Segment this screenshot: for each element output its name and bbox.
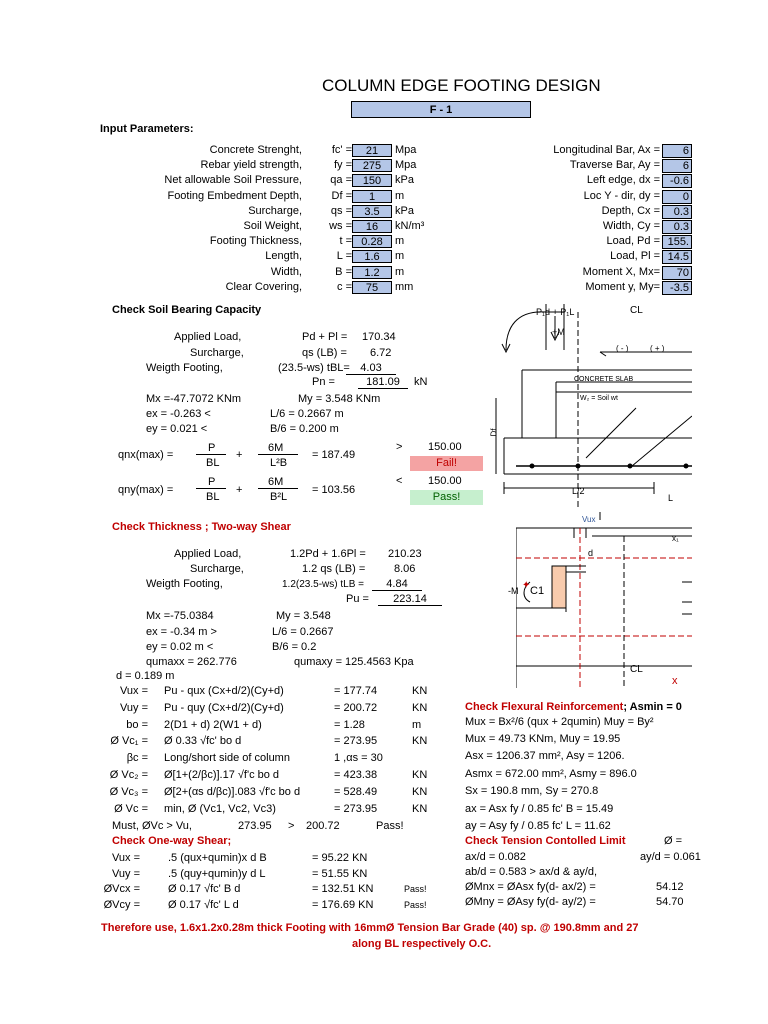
thick-ey: ey = 0.02 m <	[146, 641, 214, 653]
qny-label: qny(max) =	[118, 484, 174, 496]
footing-section-diagram	[486, 298, 692, 510]
input-unit: m	[395, 250, 405, 263]
tension-mnx: 54.12	[656, 881, 684, 893]
flex-row: ax = Asx fy / 0.85 fc' B = 15.49	[465, 803, 614, 815]
qnx-p: P	[208, 442, 216, 454]
shear-row-unit: KN	[412, 769, 428, 781]
diagram-x: x	[672, 675, 678, 687]
shear-row-label: Ø Vc =	[114, 802, 148, 815]
page-title: COLUMN EDGE FOOTING DESIGN	[322, 76, 601, 95]
oneway-row-value: = 176.69 KN	[312, 898, 374, 911]
c1-marker-icon: ✦	[522, 580, 531, 591]
oneway-row-formula: .5 (quy+qumin)y d L	[168, 867, 266, 880]
oneway-row-status: Pass!	[404, 884, 427, 894]
soil-pn-label: Pn =	[312, 376, 335, 388]
input-value-field[interactable]: 1	[352, 190, 392, 203]
soil-applied-val: 170.34	[362, 331, 396, 343]
tension-row: ab/d = 0.583 > ax/d & ay/d,	[465, 866, 598, 878]
shear-row-value: = 423.38	[334, 769, 378, 781]
shear-row-unit: KN	[412, 785, 428, 798]
shear-row-label: Ø Vc₂ =	[109, 769, 148, 781]
qny-6m: 6M	[268, 476, 284, 488]
must-v1: 273.95	[238, 820, 272, 832]
qnx-label: qnx(max) =	[118, 449, 174, 461]
diagram-plus-m: +M	[552, 327, 565, 337]
input-label: Moment y, My=	[585, 280, 660, 293]
input-unit: m	[395, 189, 405, 202]
must-label: Must, ØVc > Vu,	[112, 820, 192, 832]
shear-row-value: = 177.74	[334, 685, 378, 697]
shear-row-value: = 528.49	[334, 785, 378, 798]
footing-plan-diagram	[516, 512, 692, 688]
oneway-row-formula: Ø 0.17 √fc' L d	[168, 898, 239, 911]
shear-row-formula: Long/short side of column	[164, 752, 290, 765]
input-heading: Input Parameters:	[100, 123, 194, 135]
diagram-neg: ( - )	[616, 344, 629, 353]
shear-row-label: Vux =	[119, 685, 148, 697]
soil-ey-cmp: B/6 = 0.200 m	[270, 423, 339, 435]
input-label: Depth, Cx =	[601, 204, 660, 217]
soil-applied-eq: Pd + Pl =	[302, 331, 348, 343]
input-label: Moment X, Mx=	[582, 265, 660, 278]
thick-qumaxx: qumaxx = 262.776	[146, 656, 237, 668]
input-label: Soil Weight,	[243, 220, 302, 232]
input-symbol: c =	[337, 280, 352, 293]
diagram-df: Df	[489, 428, 499, 437]
input-label: Load, Pd =	[606, 235, 660, 248]
soil-surcharge-eq: qs (LB) =	[302, 347, 347, 359]
thick-applied-val: 210.23	[388, 548, 422, 560]
oneway-row-label: Vux =	[111, 852, 140, 864]
input-label: Longitudinal Bar, Ax =	[553, 144, 660, 156]
input-unit: Mpa	[395, 159, 417, 172]
flex-row: Mux = 49.73 KNm, Muy = 19.95	[465, 733, 621, 745]
input-value-field[interactable]: 21	[352, 144, 392, 157]
input-unit: kPa	[395, 174, 414, 187]
input-symbol: qa =	[330, 174, 352, 187]
thick-applied-eq: 1.2Pd + 1.6Pl =	[290, 548, 366, 560]
shear-row-label: Ø Vc₃ =	[109, 785, 148, 798]
shear-row-unit: m	[412, 718, 422, 731]
input-unit: mm	[395, 280, 414, 293]
input-label: Clear Covering,	[225, 280, 302, 293]
thickness-heading: Check Thickness ; Two-way Shear	[112, 521, 291, 533]
flex-heading: Check Flexural Reinforcement	[465, 701, 624, 713]
input-label: Width,	[270, 265, 302, 278]
input-label: Concrete Strenght,	[209, 144, 302, 156]
thick-pu-val: 223.14	[378, 593, 442, 606]
shear-row-value: = 200.72	[334, 701, 378, 714]
soil-ex: ex = -0.263 <	[146, 408, 211, 420]
qny-bl: BL	[206, 491, 220, 503]
diagram-negm: -M	[508, 586, 519, 596]
flex-row: Asx = 1206.37 mm², Asy = 1206.	[465, 750, 625, 762]
shear-row-formula: Pu - qux (Cx+d/2)(Cy+d)	[164, 685, 284, 697]
diagram-l: L	[668, 493, 674, 503]
input-label: Traverse Bar, Ay =	[569, 159, 660, 172]
shear-row-value: 1 ,αs = 30	[334, 752, 383, 765]
input-value-field[interactable]: -0.6	[662, 174, 692, 188]
tension-ayd: ay/d = 0.061	[640, 851, 701, 863]
thick-ex: ex = -0.34 m >	[146, 626, 217, 638]
diagram-cl2: CL	[630, 664, 643, 675]
tension-row: ax/d = 0.082	[465, 851, 526, 863]
shear-row-formula: Pu - quy (Cx+d/2)(Cy+d)	[164, 701, 284, 714]
input-symbol: fc' =	[331, 144, 352, 156]
thick-surcharge-eq: 1.2 qs (LB) =	[302, 563, 366, 575]
input-unit: kPa	[395, 204, 414, 217]
tension-phi: Ø =	[664, 835, 683, 847]
input-label: Left edge, dx =	[586, 174, 660, 187]
diagram-x1: x₁	[672, 534, 679, 543]
diagram-pd-pl: P₁d + P₁L	[536, 307, 575, 317]
thick-surcharge-label: Surcharge,	[190, 563, 244, 575]
soil-surcharge-label: Surcharge,	[190, 347, 244, 359]
soil-weight-eq: (23.5-ws) tBL=	[278, 362, 350, 374]
qny-p: P	[208, 476, 216, 488]
input-label: Length,	[265, 250, 302, 263]
oneway-row-label: Vuy =	[111, 867, 140, 880]
input-value-field[interactable]: 70	[662, 266, 692, 280]
footing-id-header: F - 1	[351, 101, 531, 118]
input-unit: m	[395, 235, 405, 248]
input-symbol: ws =	[329, 220, 352, 232]
input-value-field[interactable]: 6	[662, 144, 692, 158]
soil-my: My = 3.548 KNm	[298, 393, 381, 405]
shear-row-formula: Ø[2+(αs d/βc)].083 √f'c bo d	[164, 785, 301, 798]
soil-pn-unit: kN	[414, 376, 428, 388]
thick-surcharge-val: 8.06	[394, 563, 416, 575]
input-label: Footing Thickness,	[209, 235, 302, 248]
oneway-row-value: = 51.55 KN	[312, 867, 368, 880]
flex-row: ay = Asy fy / 0.85 fc' L = 11.62	[465, 820, 611, 832]
qnx-bl: BL	[206, 457, 220, 469]
qny-lt: <	[396, 475, 403, 487]
thick-weight-val: 4.84	[372, 578, 422, 591]
shear-row-formula: Ø 0.33 √fc' bo d	[164, 735, 242, 748]
input-label: Footing Embedment Depth,	[167, 189, 302, 202]
shear-row-value: = 273.95	[334, 802, 378, 815]
tension-mny: 54.70	[656, 896, 684, 908]
oneway-heading: Check One-way Shear;	[112, 835, 232, 847]
shear-row-formula: Ø[1+(2/βc)].17 √f'c bo d	[164, 769, 280, 781]
oneway-row-formula: .5 (qux+qumin)x d B	[168, 852, 267, 864]
thick-mx: Mx =-75.0384	[146, 610, 214, 622]
qnx-fail-badge: Fail!	[410, 456, 483, 471]
oneway-row-label: ØVcy =	[103, 898, 140, 911]
input-unit: Mpa	[395, 144, 417, 156]
shear-row-unit: KN	[412, 685, 428, 697]
oneway-row-formula: Ø 0.17 √fc' B d	[168, 883, 241, 895]
input-value-field[interactable]: 1.6	[352, 250, 392, 263]
shear-row-label: Vuy =	[119, 701, 148, 714]
diagram-slab: CONCRETE SLAB	[574, 376, 634, 383]
soil-mx: Mx =-47.7072 KNm	[146, 393, 242, 405]
conclusion-line-1: Therefore use, 1.6x1.2x0.28m thick Footing with 16mmØ Tension Bar Grade (40) sp. @ 190.8mm and 27	[101, 922, 639, 934]
soil-ey: ey = 0.021 <	[146, 423, 208, 435]
input-value-field[interactable]: 16	[352, 220, 392, 233]
input-label: Net allowable Soil Pressure,	[164, 174, 302, 187]
soil-surcharge-val: 6.72	[370, 347, 392, 359]
tension-row: ØMny = ØAsy fy(d- ay/2) =	[465, 896, 596, 908]
input-value-field[interactable]: 1.2	[352, 266, 392, 279]
input-label: Surcharge,	[248, 204, 302, 217]
qnx-val: = 187.49	[312, 449, 356, 461]
shear-row-label: bo =	[126, 718, 148, 731]
input-value-field[interactable]: 3.5	[352, 205, 392, 218]
shear-row-unit: KN	[412, 802, 428, 815]
thick-qumaxy: qumaxy = 125.4563 Kpa	[294, 656, 414, 668]
flex-heading-row	[465, 701, 682, 713]
qny-val: = 103.56	[312, 484, 356, 496]
input-symbol: L =	[336, 250, 352, 263]
diagram-l2: L/2	[572, 486, 585, 496]
input-value-field[interactable]: 75	[352, 281, 392, 294]
shear-row-unit: KN	[412, 735, 428, 748]
input-value-field[interactable]: 0.3	[662, 220, 692, 234]
input-unit: m	[395, 265, 405, 278]
thick-ey-cmp: B/6 = 0.2	[272, 641, 317, 653]
conclusion-line-2: along BL respectively O.C.	[352, 938, 492, 950]
input-value-field[interactable]: 150	[352, 174, 392, 187]
input-value-field[interactable]: 0.3	[662, 205, 692, 219]
flex-row: Mux = Bx²/6 (qux + 2qumin) Muy = By²	[465, 716, 654, 728]
soil-applied-label: Applied Load,	[174, 331, 242, 343]
diagram-c1: C1	[530, 585, 545, 597]
diagram-pos: ( + )	[650, 344, 665, 353]
qnx-plus: +	[236, 449, 243, 461]
qnx-6m: 6M	[268, 442, 284, 454]
oneway-row-status: Pass!	[404, 899, 427, 910]
must-v2: 200.72	[306, 820, 340, 832]
must-gt: >	[288, 820, 295, 832]
thick-applied-label: Applied Load,	[174, 548, 242, 560]
shear-row-unit: KN	[412, 701, 428, 714]
diagram-d: d	[588, 548, 594, 558]
input-value-field[interactable]: 6	[662, 159, 692, 173]
qnx-gt: >	[396, 441, 403, 453]
oneway-row-label: ØVcx =	[103, 883, 140, 895]
input-value-field[interactable]: -3.5	[662, 281, 692, 295]
qny-b2l: B²L	[270, 491, 288, 503]
soil-pn-val: 181.09	[358, 376, 408, 389]
tension-heading: Check Tension Contolled Limit	[465, 835, 626, 847]
oneway-row-value: = 132.51 KN	[312, 883, 374, 895]
thick-weight-label: Weigth Footing,	[146, 578, 223, 590]
flex-row: Sx = 190.8 mm, Sy = 270.8	[465, 785, 599, 797]
thick-my: My = 3.548	[276, 610, 331, 622]
input-value-field[interactable]: 155.	[662, 235, 692, 249]
input-label: Rebar yield strength,	[200, 159, 302, 172]
diagram-vux: Vux	[582, 515, 596, 524]
qnx-l2b: L²B	[270, 457, 288, 469]
thick-ex-cmp: L/6 = 0.2667	[272, 626, 334, 638]
thick-weight-eq: 1.2(23.5-ws) tLB =	[282, 579, 364, 590]
diagram-cl: CL	[630, 305, 643, 316]
input-value-field[interactable]: 14.5	[662, 250, 692, 264]
input-label: Loc Y - dir, dy =	[583, 189, 660, 202]
input-value-field[interactable]: 0	[662, 190, 692, 204]
qny-qa: 150.00	[428, 475, 462, 487]
input-unit: kN/m³	[395, 220, 425, 232]
input-symbol: qs =	[330, 204, 352, 217]
input-symbol: fy =	[333, 159, 352, 172]
input-symbol: Df =	[331, 189, 352, 202]
input-symbol: t =	[339, 235, 352, 248]
input-label: Load, Pl =	[610, 250, 660, 263]
shear-row-value: = 273.95	[334, 735, 378, 748]
shear-row-formula: min, Ø (Vc1, Vc2, Vc3)	[164, 802, 276, 815]
qny-pass-badge: Pass!	[410, 490, 483, 505]
flex-row: Asmx = 672.00 mm², Asmy = 896.0	[465, 768, 637, 780]
qny-plus: +	[236, 484, 243, 496]
input-value-field[interactable]: 0.28	[352, 235, 392, 248]
shear-row-formula: 2(D1 + d) 2(W1 + d)	[164, 718, 262, 731]
input-label: Width, Cy =	[602, 220, 660, 232]
qnx-qa: 150.00	[428, 441, 462, 453]
flex-heading-2: ; Asmin = 0	[623, 701, 682, 713]
soil-ex-cmp: L/6 = 0.2667 m	[270, 408, 344, 420]
oneway-row-value: = 95.22 KN	[312, 852, 368, 864]
shear-row-value: = 1.28	[334, 718, 365, 731]
tension-row: ØMnx = ØAsx fy(d- ax/2) =	[465, 881, 596, 893]
soil-heading: Check Soil Bearing Capacity	[112, 304, 262, 316]
must-pass: Pass!	[376, 820, 404, 832]
soil-weight-label: Weigth Footing,	[146, 362, 223, 374]
shear-row-label: βc =	[126, 752, 148, 765]
thick-pu-label: Pu =	[346, 593, 369, 605]
input-value-field[interactable]: 275	[352, 159, 392, 172]
thick-d: d = 0.189 m	[116, 670, 175, 682]
shear-row-label: Ø Vc₁ =	[110, 735, 148, 748]
diagram-soil: W₂ = Soil wt	[580, 395, 618, 402]
input-symbol: B =	[335, 265, 352, 278]
soil-weight-val: 4.03	[346, 362, 396, 375]
